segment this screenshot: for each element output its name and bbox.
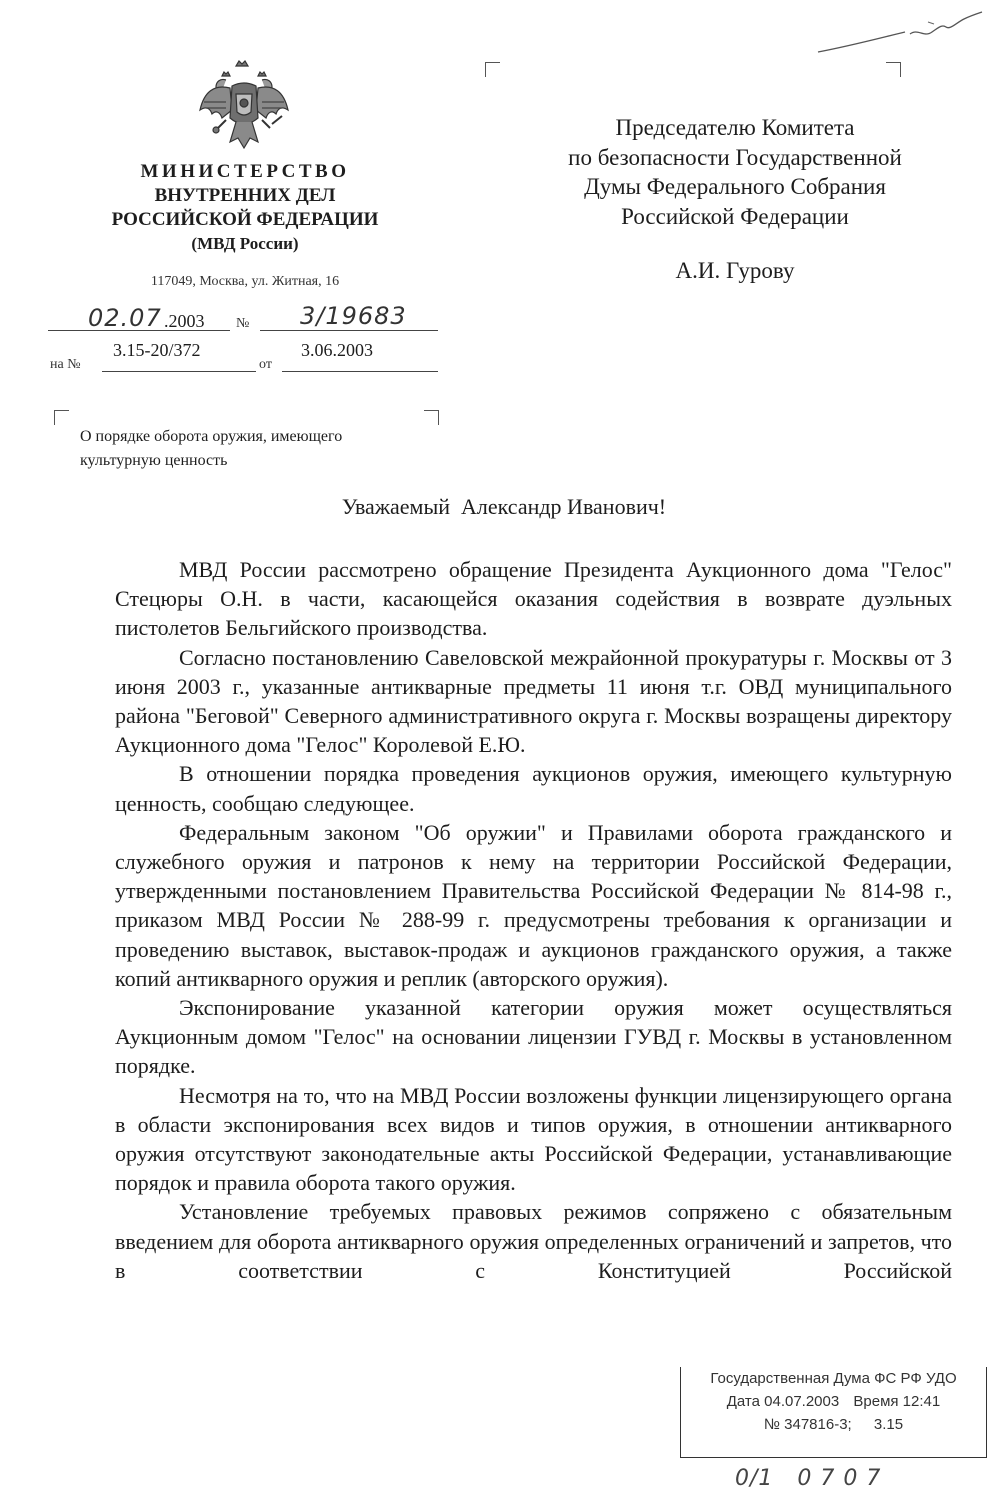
addressee-bracket-right bbox=[886, 62, 901, 77]
body-paragraph-1: МВД России рассмотрено обращение Президента Аукционного дома "Гелос" Стецюры О.Н. в части, касающейся оказания содействия в возврате дуэльных пистолетов Бельгийского производства. bbox=[115, 557, 952, 641]
reply-date: 3.06.2003 bbox=[301, 340, 373, 360]
ministry-abbreviation: (МВД России) bbox=[191, 234, 299, 253]
stamp-number: № 347816-3; bbox=[763, 1416, 852, 1433]
registration-stamp bbox=[680, 1367, 987, 1458]
reply-number-underline bbox=[102, 371, 256, 372]
outgoing-date-handwritten: 02.07 bbox=[88, 304, 162, 332]
number-label: № bbox=[236, 316, 250, 331]
ministry-line-1: МИНИСТЕРСТВО bbox=[140, 161, 350, 182]
number-underline bbox=[260, 330, 438, 331]
subject-line-1: О порядке оборота оружия, имеющего bbox=[80, 428, 343, 445]
letter-body bbox=[115, 555, 952, 1285]
ministry-name bbox=[80, 160, 410, 256]
letter-subject bbox=[80, 425, 430, 473]
body-paragraph-6: Несмотря на то, что на МВД России возложены функции лицензирующего органа в области экспонирования всех видов и типов оружия, в отношении антикварного оружия отсутствуют законодательные акты Российской Федерации, устанавливающие порядок и правила оборота такого оружия. bbox=[115, 1082, 952, 1196]
body-paragraph-4: Федеральным законом "Об оружии" и Правилами оборота гражданского и служебного оружия и патронов к нему на территории Российской Федерации, утвержденными постановлением Правительства Российской Федерации № 814-98 г., приказом МВД России № 288-99 г. предусмотрены требования к организации и проведению выставок, выставок-продаж и аукционов гражданского оружия, а также копий антикварного оружия и реплик (авторского оружия). bbox=[115, 819, 952, 991]
outgoing-date-year: .2003 bbox=[164, 311, 205, 331]
stamp-date-time bbox=[681, 1390, 986, 1413]
addressee-block bbox=[555, 113, 915, 231]
body-paragraph-3: В отношении порядка проведения аукционов оружия, имеющего культурную ценность, сообщаю следующее. bbox=[115, 761, 952, 816]
reply-number: 3.15-20/372 bbox=[113, 340, 201, 360]
addressee-line-2: по безопасности Государственной bbox=[568, 144, 902, 170]
addressee-line-4: Российской Федерации bbox=[621, 203, 849, 229]
handwritten-mark-icon bbox=[810, 8, 990, 58]
recipient-name: А.И. Гурову bbox=[675, 258, 795, 283]
outgoing-number-handwritten: 3/19683 bbox=[300, 302, 407, 330]
stamp-time: Время 12:41 bbox=[853, 1393, 941, 1410]
subject-bracket-left bbox=[54, 410, 69, 425]
double-headed-eagle-emblem-icon bbox=[196, 58, 292, 156]
stamp-code: 3.15 bbox=[873, 1416, 904, 1433]
ministry-line-3: РОССИЙСКОЙ ФЕДЕРАЦИИ bbox=[111, 209, 379, 230]
addressee-bracket-left bbox=[485, 62, 500, 77]
subject-line-2: культурную ценность bbox=[80, 452, 228, 469]
reply-date-underline bbox=[282, 371, 438, 372]
addressee-line-3: Думы Федерального Собрания bbox=[584, 174, 886, 199]
reply-number-label: на № bbox=[50, 357, 81, 372]
body-paragraph-2: Согласно постановлению Савеловской межрайонной прокуратуры г. Москвы от 3 июня 2003 г., указанные антикварные предметы 11 июня т.г. ОВД муниципального района "Беговой" Северного административного округа г. Москвы возращены директору Аукционного дома "Гелос" Королевой Е.Ю. bbox=[115, 644, 952, 758]
stamp-organization: Государственная Дума ФС РФ УДО bbox=[710, 1370, 957, 1387]
stamp-date: Дата 04.07.2003 bbox=[726, 1393, 840, 1410]
bottom-handwritten-number: 0/1 0 7 0 7 bbox=[735, 1466, 882, 1491]
body-paragraph-7: Установление требуемых правовых режимов сопряжено с обязательным введением для оборота антикварного оружия определенных ограничений и запретов, что в соответствии с Конституцией Российской bbox=[115, 1199, 952, 1283]
ministry-line-2: ВНУТРЕННИХ ДЕЛ bbox=[154, 185, 336, 206]
ministry-address: 117049, Москва, ул. Житная, 16 bbox=[150, 274, 340, 289]
reply-date-label: от bbox=[259, 357, 272, 372]
stamp-number-row bbox=[681, 1413, 986, 1436]
salutation: Уважаемый Александр Иванович! bbox=[341, 494, 667, 519]
addressee-line-1: Председателю Комитета bbox=[615, 115, 855, 140]
subject-bracket-right bbox=[424, 410, 439, 425]
body-paragraph-5: Экспонирование указанной категории оружия может осуществляться Аукционным домом "Гелос" на основании лицензии ГУВД г. Москвы в установленном порядке. bbox=[115, 995, 952, 1079]
